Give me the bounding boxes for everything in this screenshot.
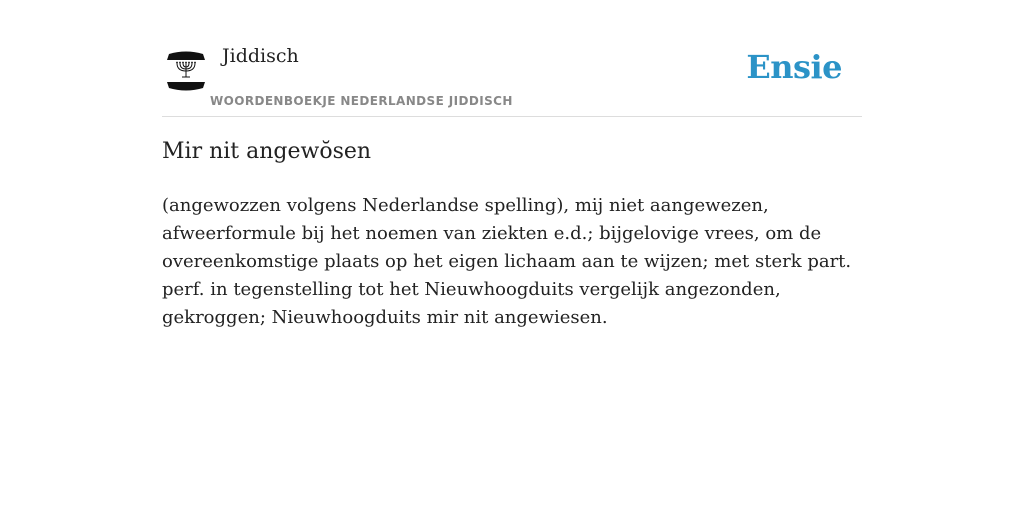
ensie-brand-link[interactable]: Ensie bbox=[746, 48, 842, 86]
entry-definition: (angewozzen volgens Nederlandse spelling), mij niet aangewezen, afweerformule bij het noemen van ziekten e.d.; bijgelovige vrees, om de overeenkomstige plaats op het eigen lichaam aan te wijzen; met sterk part. perf. in tegenstelling tot het Nieuwhoogduits vergelijk angezonden, gekroggen; Nieuwhoogduits mir nit angewiesen. bbox=[162, 195, 852, 328]
dictionary-subtitle: WOORDENBOEKJE NEDERLANDSE JIDDISCH bbox=[210, 94, 513, 108]
dictionary-title-link[interactable]: Jiddisch bbox=[222, 45, 299, 67]
dictionary-header bbox=[162, 0, 862, 117]
menorah-icon bbox=[164, 50, 208, 92]
entry-title: Mir nit angewŏsen bbox=[162, 139, 372, 164]
dictionary-logo[interactable] bbox=[164, 50, 208, 92]
page-container bbox=[162, 0, 862, 328]
